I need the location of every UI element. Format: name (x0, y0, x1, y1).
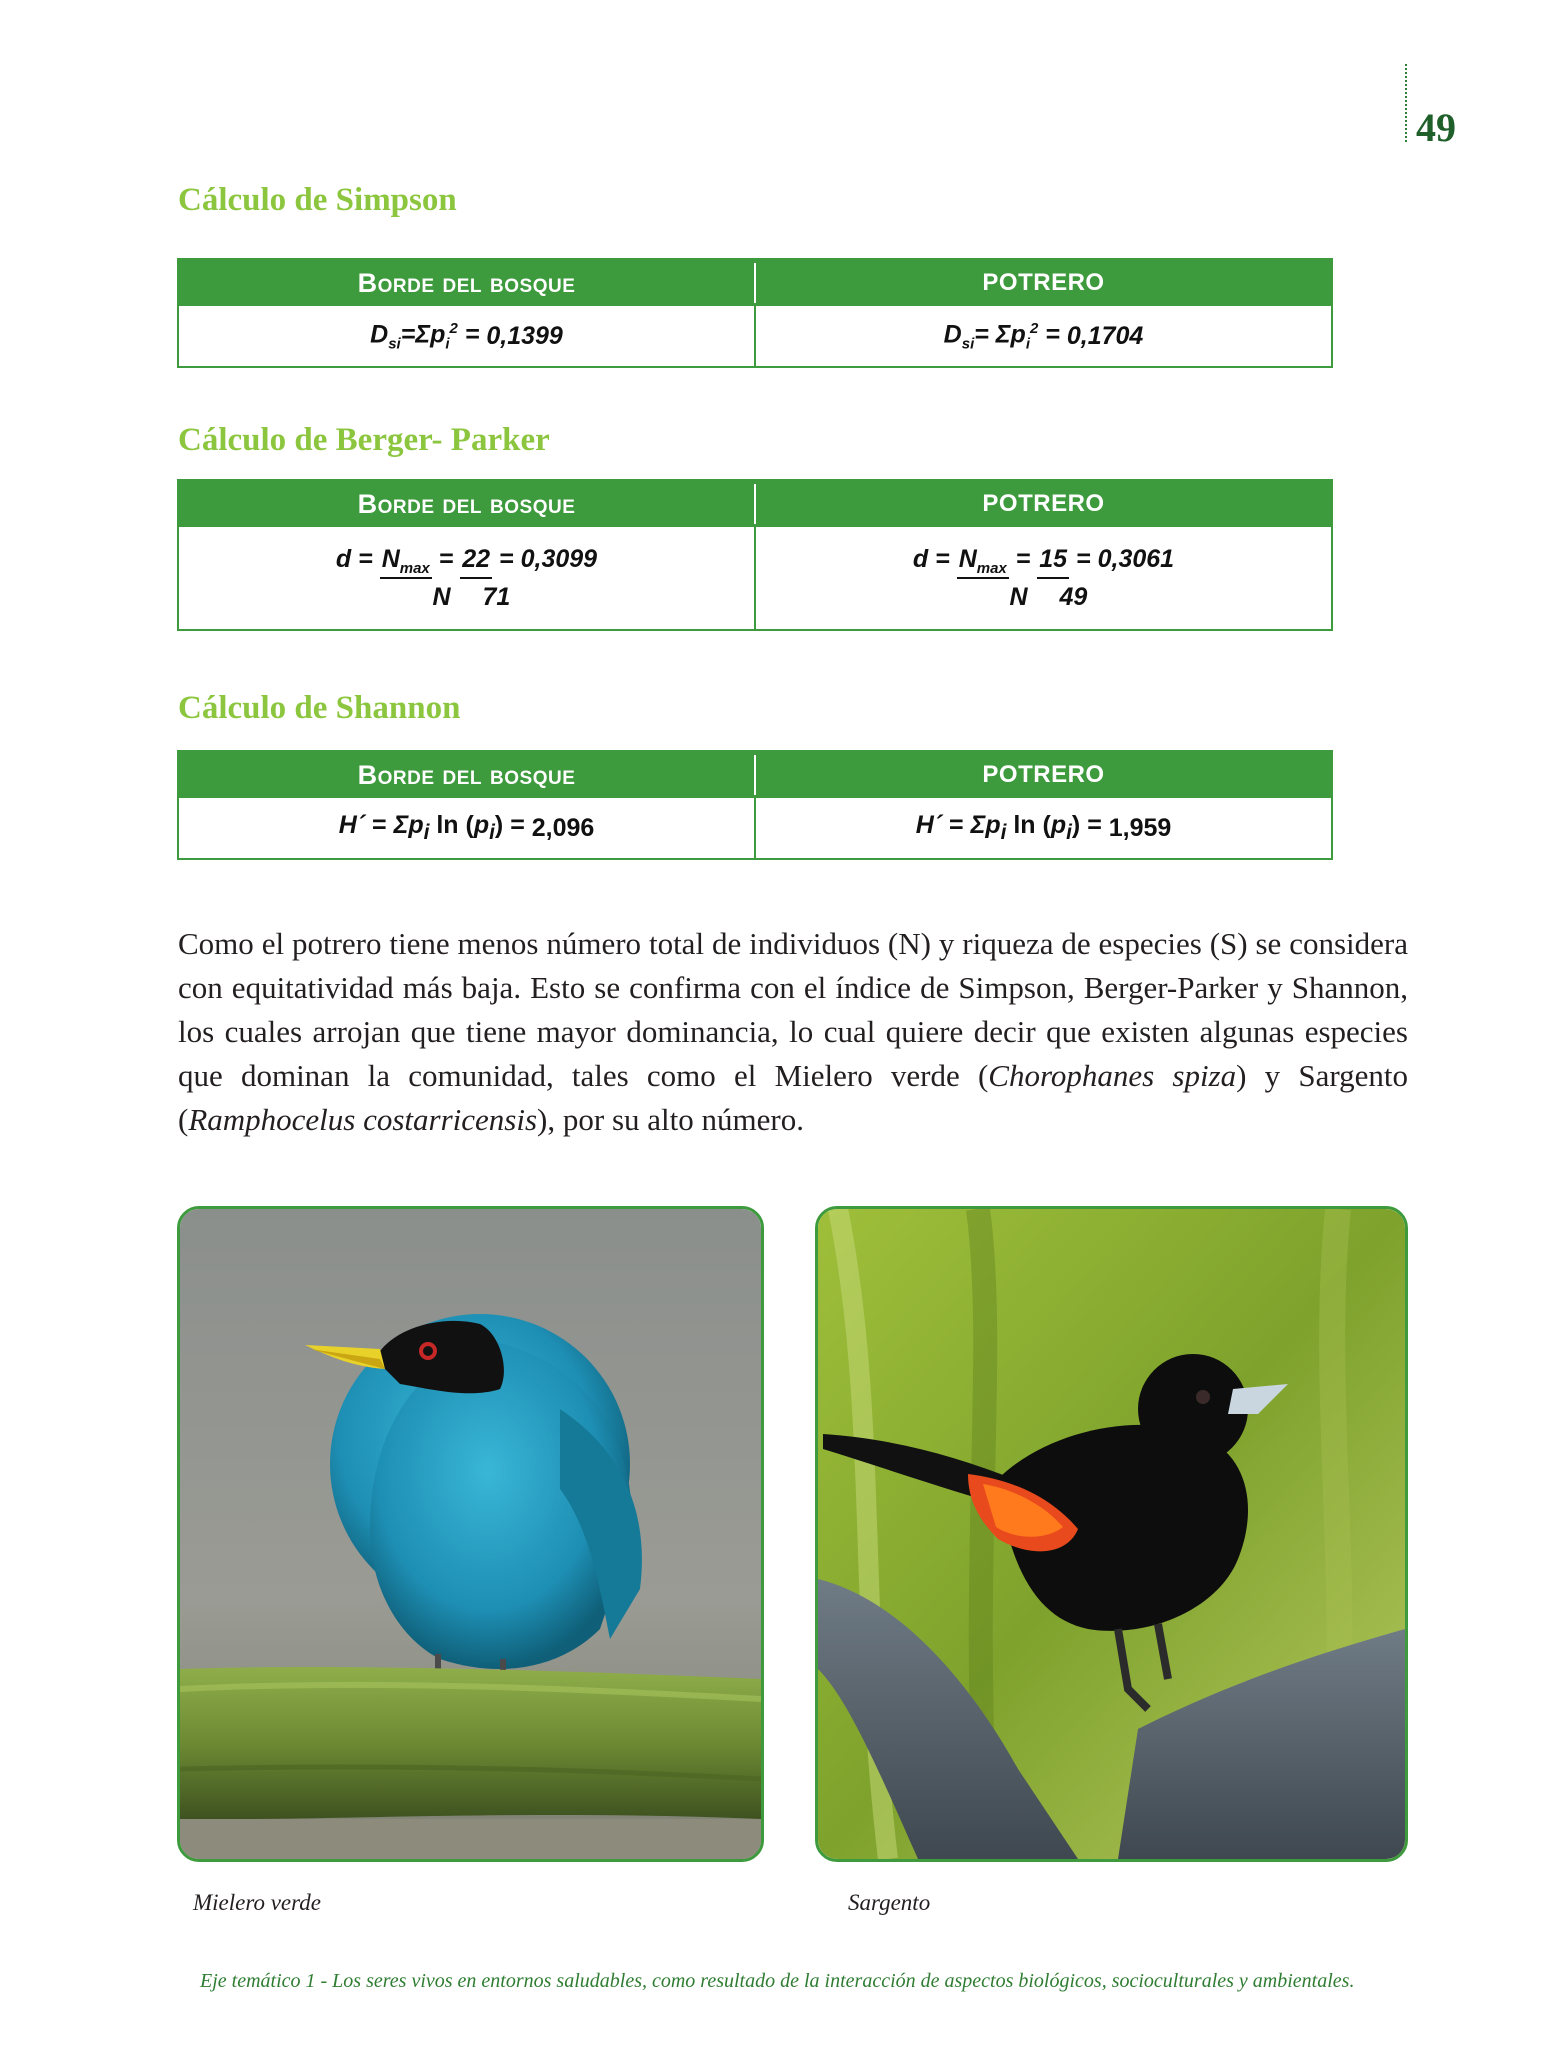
berger-table-header (179, 481, 1331, 527)
page-number-rule (1405, 64, 1407, 142)
berger-potrero-value: 0,3061 (1097, 544, 1175, 573)
berger-borde-numerator: 22 (460, 545, 492, 579)
berger-potrero-denominator: 49 (1059, 582, 1088, 611)
simpson-col-potrero: POTRERO (982, 269, 1105, 296)
simpson-potrero-value: 0,1704 (1066, 321, 1144, 350)
paragraph-text-1: Como el potrero tiene menos número total de individuos (N) y riqueza de especies (S) se considera con equitatividad más baja. Esto se confirma con el índice de Simpson, Berger-Parker y Shannon, los cuales arrojan que tiene mayor dominancia, lo cual quiere decir que existen algunas especies que dominan la comunidad, tales como el Mielero verde ( (178, 926, 1408, 1093)
shannon-potrero-value: 1,959 (1108, 813, 1172, 842)
simpson-table (177, 258, 1333, 368)
berger-col-borde: Borde del bosque (357, 488, 576, 519)
simpson-borde-value: 0,1399 (486, 321, 563, 350)
simpson-borde-formula: $D_{si}=\Sigma p_i^2$ = 0,1399 (370, 319, 563, 353)
sargento-photo (815, 1206, 1408, 1862)
shannon-borde-value: 2,096 (531, 813, 595, 842)
mielero-verde-illustration (180, 1209, 761, 1859)
berger-col-potrero: POTRERO (982, 490, 1105, 517)
berger-potrero-formula: d = $N_{max}$ = 15 = 0,3061 N 49 (912, 544, 1175, 611)
body-paragraph (178, 922, 1408, 1142)
sargento-illustration (818, 1209, 1405, 1859)
shannon-col-potrero: POTRERO (982, 761, 1105, 788)
shannon-table (177, 750, 1333, 860)
shannon-potrero-formula: H´ = $\Sigma p_i$ $\ln (p_i)$ = 1,959 (915, 811, 1172, 844)
species-ramphocelus: Ramphocelus costarricensis (188, 1102, 538, 1137)
mielero-verde-caption: Mielero verde (193, 1890, 321, 1915)
page-number: 49 (1416, 105, 1456, 150)
shannon-heading: Cálculo de Shannon (178, 690, 461, 726)
berger-borde-denominator: 71 (482, 582, 511, 611)
berger-heading: Cálculo de Berger- Parker (178, 422, 550, 458)
berger-table (177, 479, 1333, 631)
simpson-table-header (179, 260, 1331, 306)
simpson-heading: Cálculo de Simpson (178, 182, 457, 218)
berger-borde-value: 0,3099 (520, 544, 598, 573)
simpson-col-borde: Borde del bosque (357, 267, 576, 298)
paragraph-text-3: ), por su alto número. (537, 1102, 804, 1137)
berger-borde-formula: d = $N_{max}$ = 22 = 0,3099 N 71 (335, 544, 598, 611)
berger-potrero-numerator: 15 (1037, 545, 1069, 579)
simpson-potrero-formula: $D_{si}= \Sigma p_i^2$ = 0,1704 (943, 319, 1144, 353)
shannon-borde-formula: H´ = $\Sigma p_i$ $\ln (p_i)$ = 2,096 (338, 811, 595, 844)
sargento-caption: Sargento (848, 1890, 931, 1915)
paragraph-text-2: ) y Sargento ( (178, 1058, 1408, 1137)
shannon-col-borde: Borde del bosque (357, 759, 576, 790)
footer-text: Eje temático 1 - Los seres vivos en entornos saludables, como resultado de la interacción de aspectos biológicos, socioculturales y ambientales. (200, 1970, 1355, 1992)
mielero-verde-photo (177, 1206, 764, 1862)
shannon-table-header (179, 752, 1331, 798)
species-chorophanes: Chorophanes spiza (988, 1058, 1237, 1093)
